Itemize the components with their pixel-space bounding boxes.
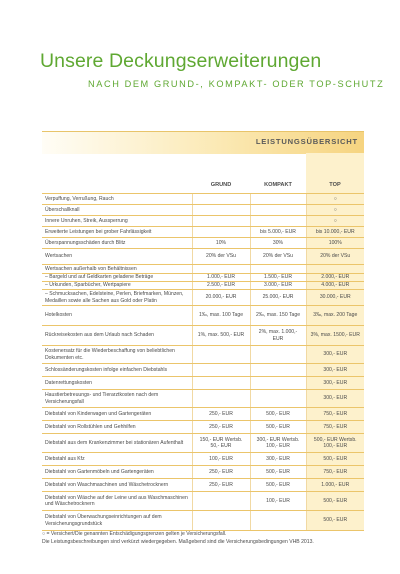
cell-top: 500,- EUR — [306, 492, 364, 511]
table-row — [42, 274, 364, 282]
row-label: Hotelkosten — [42, 306, 192, 326]
coverage-table — [42, 153, 364, 531]
row-label: – Urkunden, Sparbücher, Wertpapiere — [42, 282, 192, 290]
table-row — [42, 421, 364, 434]
cell-grund — [192, 194, 250, 205]
cell-top: 750,- EUR — [306, 421, 364, 434]
cell-grund — [192, 205, 250, 216]
header-empty — [42, 153, 192, 194]
row-label: Diebstahl von Waschmaschinen und Wäschetrocknern — [42, 479, 192, 492]
cell-grund — [192, 346, 250, 364]
cell-grund: 1%, max. 500,- EUR — [192, 326, 250, 346]
cell-top: 2.000,- EUR — [306, 274, 364, 282]
cell-grund — [192, 377, 250, 390]
footnote-legend: ○ = Versichert/Die genannten Entschädigungsgrenzen gelten je Versicherungsfall. — [42, 531, 227, 537]
cell-grund: 250,- EUR — [192, 421, 250, 434]
cell-top: 500,- EUR Wertsb. 100,- EUR — [306, 434, 364, 453]
cell-kompakt: 100,- EUR — [250, 492, 306, 511]
banner-label: LEISTUNGSÜBERSICHT — [255, 137, 358, 146]
row-label: Wertsachen — [42, 249, 192, 265]
cell-kompakt — [250, 194, 306, 205]
table-row — [42, 306, 364, 326]
row-label: Kostenersatz für die Wiederbeschaffung von beliebtlichen Dokumenten etc. — [42, 346, 192, 364]
cell-grund: 2.500,- EUR — [192, 282, 250, 290]
cell-kompakt: bis 5.000,- EUR — [250, 227, 306, 238]
table-row — [42, 194, 364, 205]
table-row — [42, 249, 364, 265]
cell-grund — [192, 492, 250, 511]
cell-top: 500,- EUR — [306, 453, 364, 466]
cell-top: 20% der VSu — [306, 249, 364, 265]
table-row — [42, 364, 364, 377]
cell-grund — [192, 511, 250, 531]
column-header-grund: GRUND — [192, 153, 250, 194]
cell-top: 750,- EUR — [306, 408, 364, 421]
cell-kompakt — [250, 390, 306, 408]
table-row — [42, 326, 364, 346]
table-row — [42, 434, 364, 453]
row-label: Diebstahl von Gartenmöbeln und Gartengeräten — [42, 466, 192, 479]
cell-top: ○ — [306, 216, 364, 227]
row-label: Überschallknall — [42, 205, 192, 216]
row-label: Rückreisekosten aus dem Urlaub nach Schaden — [42, 326, 192, 346]
cell-top: 100% — [306, 238, 364, 249]
cell-top: ○ — [306, 194, 364, 205]
table-row — [42, 377, 364, 390]
cell-top: 4.000,- EUR — [306, 282, 364, 290]
table-row — [42, 511, 364, 531]
table-row — [42, 492, 364, 511]
cell-kompakt: 500,- EUR — [250, 408, 306, 421]
table-row — [42, 290, 364, 306]
cell-grund: 20.000,- EUR — [192, 290, 250, 306]
cell-top: 300,- EUR — [306, 346, 364, 364]
table-row — [42, 390, 364, 408]
cell-kompakt: 20% der VSu — [250, 249, 306, 265]
cell-grund: 150,- EUR Wertsb. 50,- EUR — [192, 434, 250, 453]
cell-kompakt: 3.000,- EUR — [250, 282, 306, 290]
cell-top: 300,- EUR — [306, 390, 364, 408]
row-label: Diebstahl von Rollstühlen und Gehhilfen — [42, 421, 192, 434]
table-row — [42, 205, 364, 216]
cell-grund: 100,- EUR — [192, 453, 250, 466]
column-header-top: TOP — [306, 153, 364, 194]
cell-top: 3‰, max. 200 Tage — [306, 306, 364, 326]
cell-grund — [192, 227, 250, 238]
cell-grund — [192, 216, 250, 227]
cell-kompakt: 500,- EUR — [250, 466, 306, 479]
cell-grund — [192, 390, 250, 408]
table-row — [42, 265, 364, 274]
row-label: Schlossänderungskosten infolge einfachen Diebstahls — [42, 364, 192, 377]
row-label: Datenrettungskosten — [42, 377, 192, 390]
section-banner — [42, 131, 364, 154]
cell-kompakt: 2‰, max. 150 Tage — [250, 306, 306, 326]
cell-grund — [192, 265, 250, 274]
table-row — [42, 282, 364, 290]
table-row — [42, 227, 364, 238]
table-row — [42, 453, 364, 466]
table-row — [42, 216, 364, 227]
cell-top: 30.000,- EUR — [306, 290, 364, 306]
cell-kompakt: 300,- EUR — [250, 453, 306, 466]
cell-kompakt: 1.500,- EUR — [250, 274, 306, 282]
cell-grund: 20% der VSu — [192, 249, 250, 265]
cell-kompakt — [250, 205, 306, 216]
cell-kompakt: 300,- EUR Wertsb. 100,- EUR — [250, 434, 306, 453]
cell-top — [306, 265, 364, 274]
cell-grund: 250,- EUR — [192, 466, 250, 479]
cell-top: 500,- EUR — [306, 511, 364, 531]
cell-grund: 1‰, max. 100 Tage — [192, 306, 250, 326]
column-header-kompakt: KOMPAKT — [250, 153, 306, 194]
row-label: Diebstahl von Wäsche auf der Leine und aus Waschmaschinen und Wäschetrocknern — [42, 492, 192, 511]
cell-grund — [192, 364, 250, 377]
row-label: Verpuffung, Verrußung, Rauch — [42, 194, 192, 205]
footnote — [42, 531, 314, 547]
cell-top: 750,- EUR — [306, 466, 364, 479]
cell-top: bis 10.000,- EUR — [306, 227, 364, 238]
cell-kompakt — [250, 265, 306, 274]
cell-kompakt: 30% — [250, 238, 306, 249]
row-label: Haustierbetreuungs- und Tierarztkosten nach dem Versicherungsfall — [42, 390, 192, 408]
page-subtitle: NACH DEM GRUND-, KOMPAKT- ODER TOP-SCHUTZ — [88, 79, 385, 89]
table-row — [42, 408, 364, 421]
row-label: Diebstahl aus dem Krankenzimmer bei stationären Aufenthalt — [42, 434, 192, 453]
cell-top: 300,- EUR — [306, 377, 364, 390]
row-label: Diebstahl von Überwachungseinrichtungen auf dem Versicherungsgrundstück — [42, 511, 192, 531]
row-label: Erweiterte Leistungen bei grober Fahrlässigkeit — [42, 227, 192, 238]
cell-kompakt — [250, 364, 306, 377]
cell-kompakt — [250, 377, 306, 390]
cell-grund: 250,- EUR — [192, 479, 250, 492]
row-label: – Bargeld und auf Geldkarten geladene Beträge — [42, 274, 192, 282]
row-label: Innere Unruhen, Streik, Aussperrung — [42, 216, 192, 227]
row-label: Diebstahl aus Kfz — [42, 453, 192, 466]
row-label: Diebstahl von Kinderwagen und Gartengeräten — [42, 408, 192, 421]
page-title: Unsere Deckungserweiterungen — [40, 50, 322, 72]
cell-grund: 250,- EUR — [192, 408, 250, 421]
cell-top: ○ — [306, 205, 364, 216]
cell-kompakt — [250, 346, 306, 364]
footnote-disclaimer: Die Leistungsbeschreibungen sind verkürzt wiedergegeben. Maßgebend sind die Versicherungsbedingungen VHB 2013. — [42, 538, 314, 545]
cell-kompakt: 2%, max. 1.000,- EUR — [250, 326, 306, 346]
cell-kompakt — [250, 216, 306, 227]
table-row — [42, 479, 364, 492]
cell-kompakt: 500,- EUR — [250, 479, 306, 492]
row-label: Überspannungsschäden durch Blitz — [42, 238, 192, 249]
table-row — [42, 346, 364, 364]
table-header-row — [42, 153, 364, 194]
row-label: – Schmucksachen, Edelsteine, Perlen, Briefmarken, Münzen, Medaillen sowie alle Sachen aus Gold oder Platin — [42, 290, 192, 306]
table-row — [42, 238, 364, 249]
row-label: Wertsachen außerhalb von Behältnissen — [42, 265, 192, 274]
table-row — [42, 466, 364, 479]
cell-grund: 10% — [192, 238, 250, 249]
table-body — [42, 194, 364, 531]
cell-top: 1.000,- EUR — [306, 479, 364, 492]
cell-kompakt: 25.000,- EUR — [250, 290, 306, 306]
cell-kompakt: 500,- EUR — [250, 421, 306, 434]
cell-kompakt — [250, 511, 306, 531]
cell-top: 3%, max. 1500,- EUR — [306, 326, 364, 346]
cell-top: 300,- EUR — [306, 364, 364, 377]
cell-grund: 1.000,- EUR — [192, 274, 250, 282]
